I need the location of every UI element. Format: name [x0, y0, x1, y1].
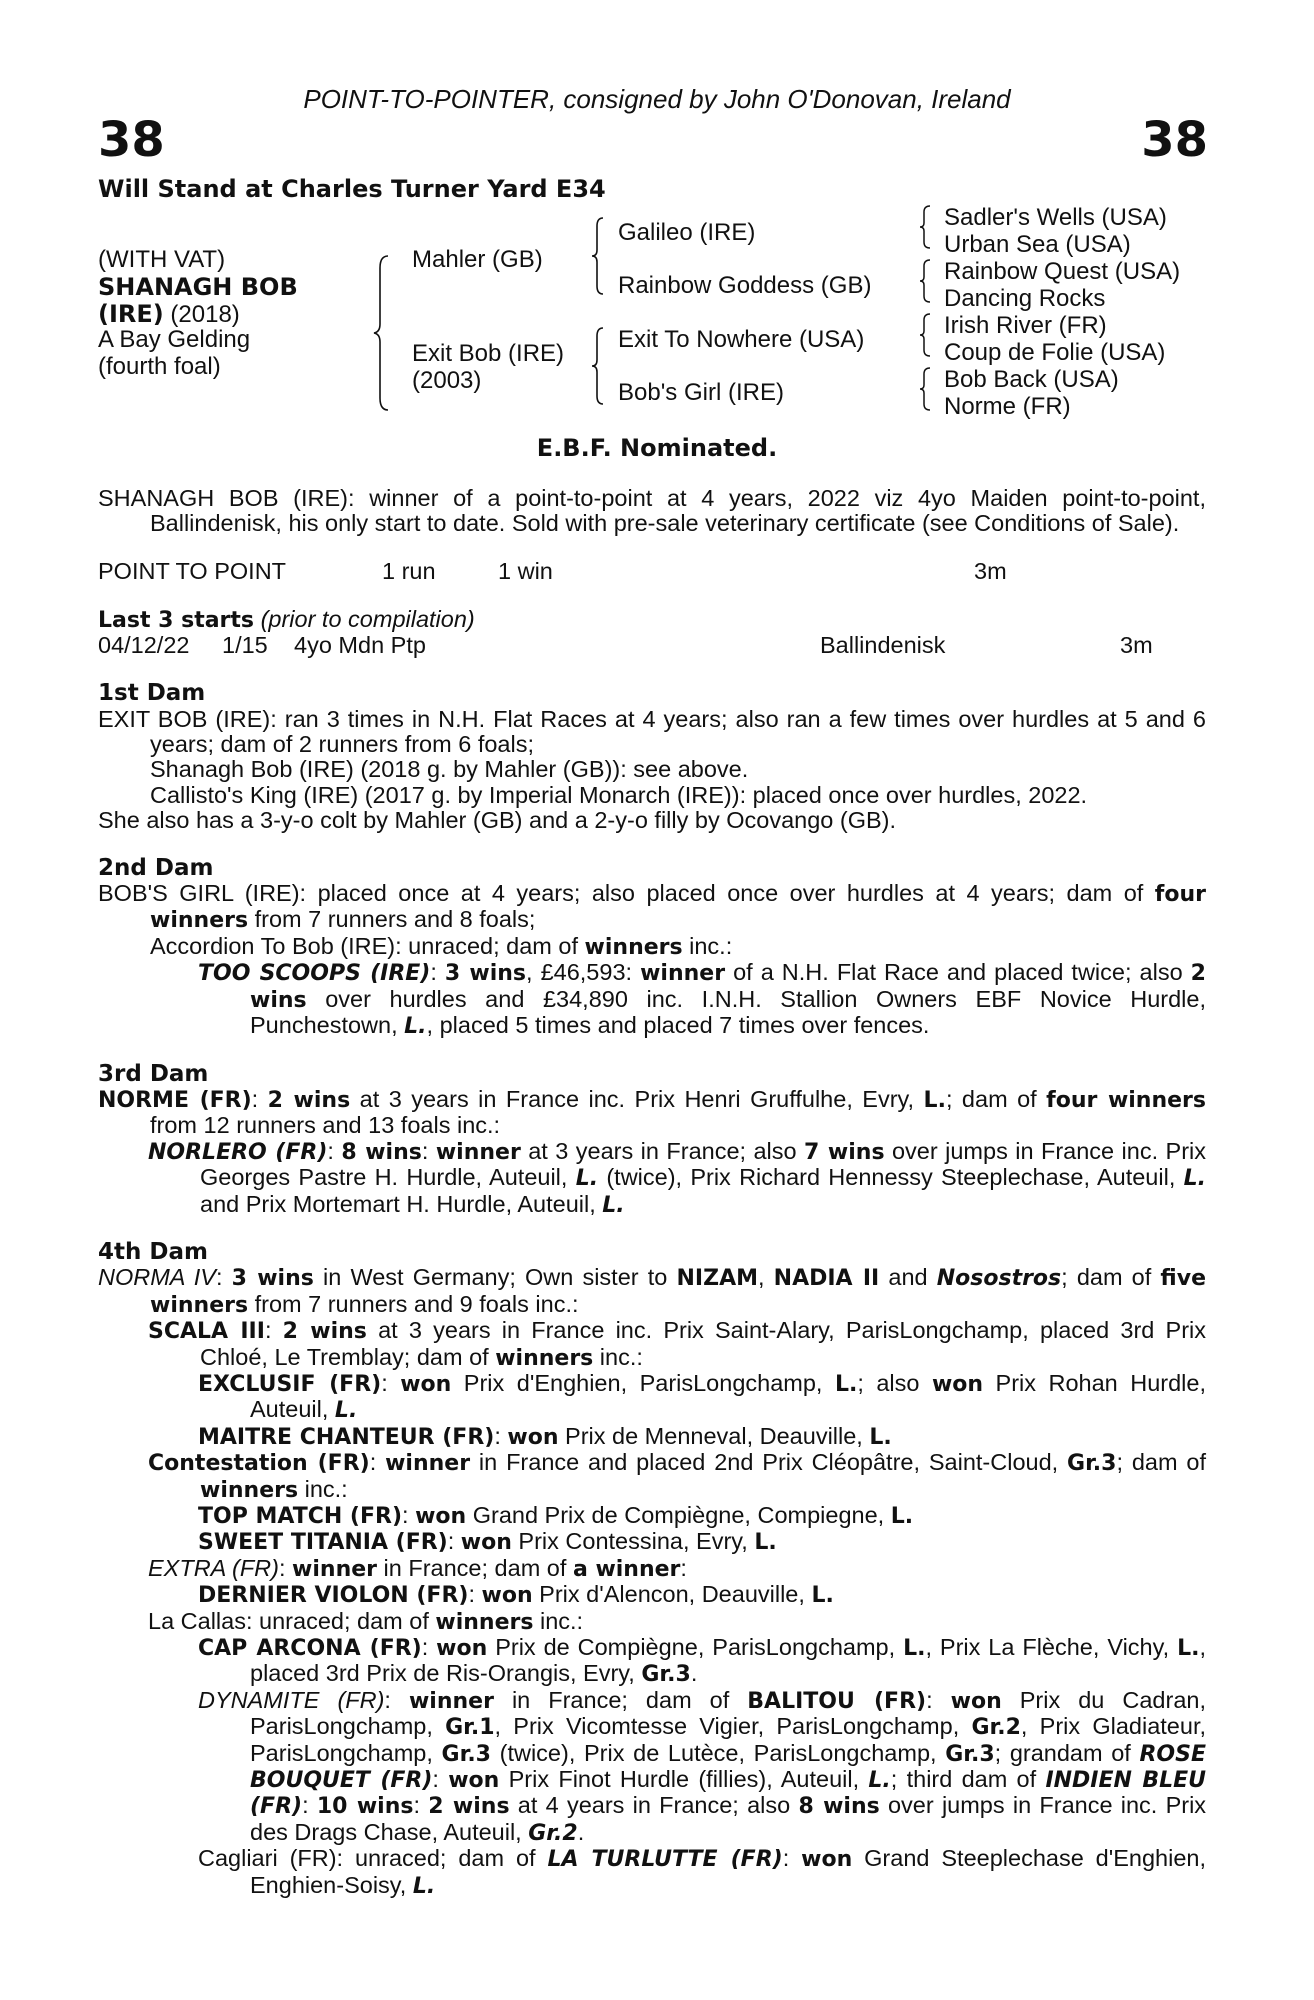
- first-dam-text: EXIT BOB (IRE): ran 3 times in N.H. Flat Races at 4 years; also ran a few times over hurdles at 5 and 6 years; dam of 2 runners from 6 foals;: [98, 705, 1206, 758]
- ancestor-8: Norme (FR): [944, 393, 1071, 420]
- fourth-dam-text: NORMA IV: 3 wins in West Germany; Own sister to NIZAM, NADIA II and Nosostros; dam of five winners from 7 runners and 9 foals inc.:: [98, 1264, 1206, 1318]
- norlero-entry: NORLERO (FR): 8 wins: winner at 3 years in France; also 7 wins over jumps in France inc. Prix Georges Pastre H. Hurdle, Auteuil, L. (twice), Prix Richard Hennessy Steeplechase, Auteuil, L. and Prix Mortemart H. Hurdle, Auteuil, L.: [148, 1137, 1207, 1218]
- start-position: 1/15: [222, 632, 268, 659]
- ancestor-4: Dancing Rocks: [944, 285, 1106, 312]
- sire: Mahler (GB): [412, 246, 543, 273]
- first-dam-produce-1: Shanagh Bob (IRE) (2018 g. by Mahler (GB)): see above.: [150, 756, 749, 783]
- dam-dam: Bob's Girl (IRE): [618, 379, 784, 406]
- ancestor-6: Coup de Folie (USA): [944, 339, 1166, 366]
- horse-country-year: (IRE) (2018): [98, 300, 240, 328]
- start-course: Ballindenisk: [820, 632, 946, 659]
- last-starts-heading: Last 3 starts (prior to compilation): [98, 605, 475, 633]
- third-dam-heading: 3rd Dam: [98, 1060, 209, 1087]
- dam-sire: Exit To Nowhere (USA): [618, 326, 865, 353]
- second-dam-text: BOB'S GIRL (IRE): placed once at 4 years; also placed once over hurdles at 4 years; dam of four winners from 7 runners and 8 foals;: [98, 880, 1206, 934]
- contestation-entry: Contestation (FR): winner in France and placed 2nd Prix Cléopâtre, Saint-Cloud, Gr.3; dam of winners inc.:: [148, 1449, 1207, 1503]
- fourth-dam-heading: 4th Dam: [98, 1238, 208, 1265]
- pedigree-brace-sire: [590, 216, 606, 296]
- top-match-entry: TOP MATCH (FR): won Grand Prix de Compiègne, Compiegne, L.: [198, 1502, 914, 1529]
- race-record: [98, 559, 1206, 585]
- la-callas-entry: La Callas: unraced; dam of winners inc.:: [148, 1607, 584, 1635]
- pedigree-brace-dam: [590, 326, 606, 406]
- pedigree-brace-main: [372, 254, 392, 412]
- vat-label: (WITH VAT): [98, 246, 226, 273]
- extra-entry: EXTRA (FR): winner in France; dam of a winner:: [148, 1554, 687, 1582]
- pedigree-brace-g4: [918, 366, 932, 412]
- consignor-line: POINT-TO-POINTER, consigned by John O'Donovan, Ireland: [303, 84, 1011, 114]
- first-dam-produce-2: Callisto's King (IRE) (2017 g. by Imperial Monarch (IRE)): placed once over hurdles, 2022.: [150, 781, 1088, 808]
- foal-number: (fourth foal): [98, 353, 221, 380]
- record-label: POINT TO POINT: [98, 557, 287, 584]
- stand-location: Will Stand at Charles Turner Yard E34: [98, 175, 606, 203]
- pedigree-brace-g3: [918, 312, 932, 358]
- sire-dam: Rainbow Goddess (GB): [618, 272, 872, 299]
- sire-sire: Galileo (IRE): [618, 219, 756, 246]
- first-dam-also: She also has a 3-y-o colt by Mahler (GB) and a 2-y-o filly by Ocovango (GB).: [98, 807, 897, 834]
- scala-entry: SCALA III: 2 wins at 3 years in France inc. Prix Saint-Alary, ParisLongchamp, placed 3rd Prix Chloé, Le Tremblay; dam of winners inc.:: [148, 1317, 1207, 1371]
- pedigree-brace-g2: [918, 258, 932, 304]
- dam-year: (2003): [412, 367, 482, 394]
- cap-arcona-entry: CAP ARCONA (FR): won Prix de Compiègne, ParisLongchamp, L., Prix La Flèche, Vichy, L., placed 3rd Prix de Ris-Orangis, Evry, Gr.3.: [198, 1634, 1206, 1688]
- ancestor-7: Bob Back (USA): [944, 366, 1119, 393]
- horse-summary: SHANAGH BOB (IRE): winner of a point-to-point at 4 years, 2022 viz 4yo Maiden point-to-point, Ballindenisk, his only start to date. Sold with pre-sale veterinary certificate (see Conditions of Sale).: [98, 485, 1206, 537]
- ancestor-2: Urban Sea (USA): [944, 231, 1131, 258]
- record-distance: 3m: [974, 557, 1007, 584]
- first-dam-heading: 1st Dam: [98, 680, 206, 707]
- exclusif-entry: EXCLUSIF (FR): won Prix d'Enghien, ParisLongchamp, L.; also won Prix Rohan Hurdle, Auteuil, L.: [198, 1369, 1206, 1424]
- second-dam-heading: 2nd Dam: [98, 854, 214, 881]
- ancestor-1: Sadler's Wells (USA): [944, 204, 1167, 231]
- too-scoops-entry: TOO SCOOPS (IRE): 3 wins, £46,593: winner of a N.H. Flat Race and placed twice; also 2 wins over hurdles and £34,890 inc. I.N.H. Stallion Owners EBF Novice Hurdle, Punchestown, L., placed 5 times and placed 7 times over fences.: [198, 959, 1206, 1040]
- dam-name: Exit Bob (IRE): [412, 340, 565, 367]
- horse-name: SHANAGH BOB: [98, 273, 298, 301]
- start-distance: 3m: [1120, 632, 1153, 659]
- second-dam-produce: Accordion To Bob (IRE): unraced; dam of winners inc.:: [150, 932, 733, 960]
- start-date: 04/12/22: [98, 632, 190, 659]
- dynamite-entry: DYNAMITE (FR): winner in France; dam of BALITOU (FR): won Prix du Cadran, ParisLongchamp, Gr.1, Prix Vicomtesse Vigier, ParisLongchamp, Gr.2, Prix Gladiateur, ParisLongchamp, Gr.3 (twice), Prix de Lutèce, ParisLongchamp, Gr.3; grandam of ROSE BOUQUET (FR): won Prix Finot Hurdle (fillies), Auteuil, L.; third dam of INDIEN BLEU (FR): 10 wins: 2 wins at 4 years in France; also 8 wins over jumps in France inc. Prix des Drags Chase, Auteuil, Gr.2.: [198, 1686, 1207, 1846]
- ebf-nominated: E.B.F. Nominated.: [536, 434, 778, 462]
- record-wins: 1 win: [498, 557, 553, 584]
- horse-description: A Bay Gelding: [98, 326, 251, 353]
- pedigree-brace-g1: [918, 204, 932, 250]
- dernier-violon-entry: DERNIER VIOLON (FR): won Prix d'Alencon, Deauville, L.: [198, 1581, 834, 1609]
- body-text: [98, 486, 1206, 1899]
- sweet-titania-entry: SWEET TITANIA (FR): won Prix Contessina, Evry, L.: [198, 1528, 777, 1556]
- start-race: 4yo Mdn Ptp: [294, 632, 426, 659]
- ancestor-5: Irish River (FR): [944, 312, 1107, 339]
- cagliari-entry: Cagliari (FR): unraced; dam of LA TURLUTTE (FR): won Grand Steeplechase d'Enghien, Enghien-Soisy, L.: [198, 1845, 1207, 1899]
- lot-number-right: 38: [1141, 112, 1208, 168]
- ancestor-3: Rainbow Quest (USA): [944, 258, 1181, 285]
- maitre-chanteur-entry: MAITRE CHANTEUR (FR): won Prix de Menneval, Deauville, L.: [198, 1422, 892, 1450]
- third-dam-text: NORME (FR): 2 wins at 3 years in France inc. Prix Henri Gruffulhe, Evry, L.; dam of four winners from 12 runners and 13 foals inc.:: [98, 1085, 1206, 1139]
- lot-number-left: 38: [98, 112, 165, 168]
- record-runs: 1 run: [382, 557, 436, 584]
- last-start-row: [98, 633, 1206, 659]
